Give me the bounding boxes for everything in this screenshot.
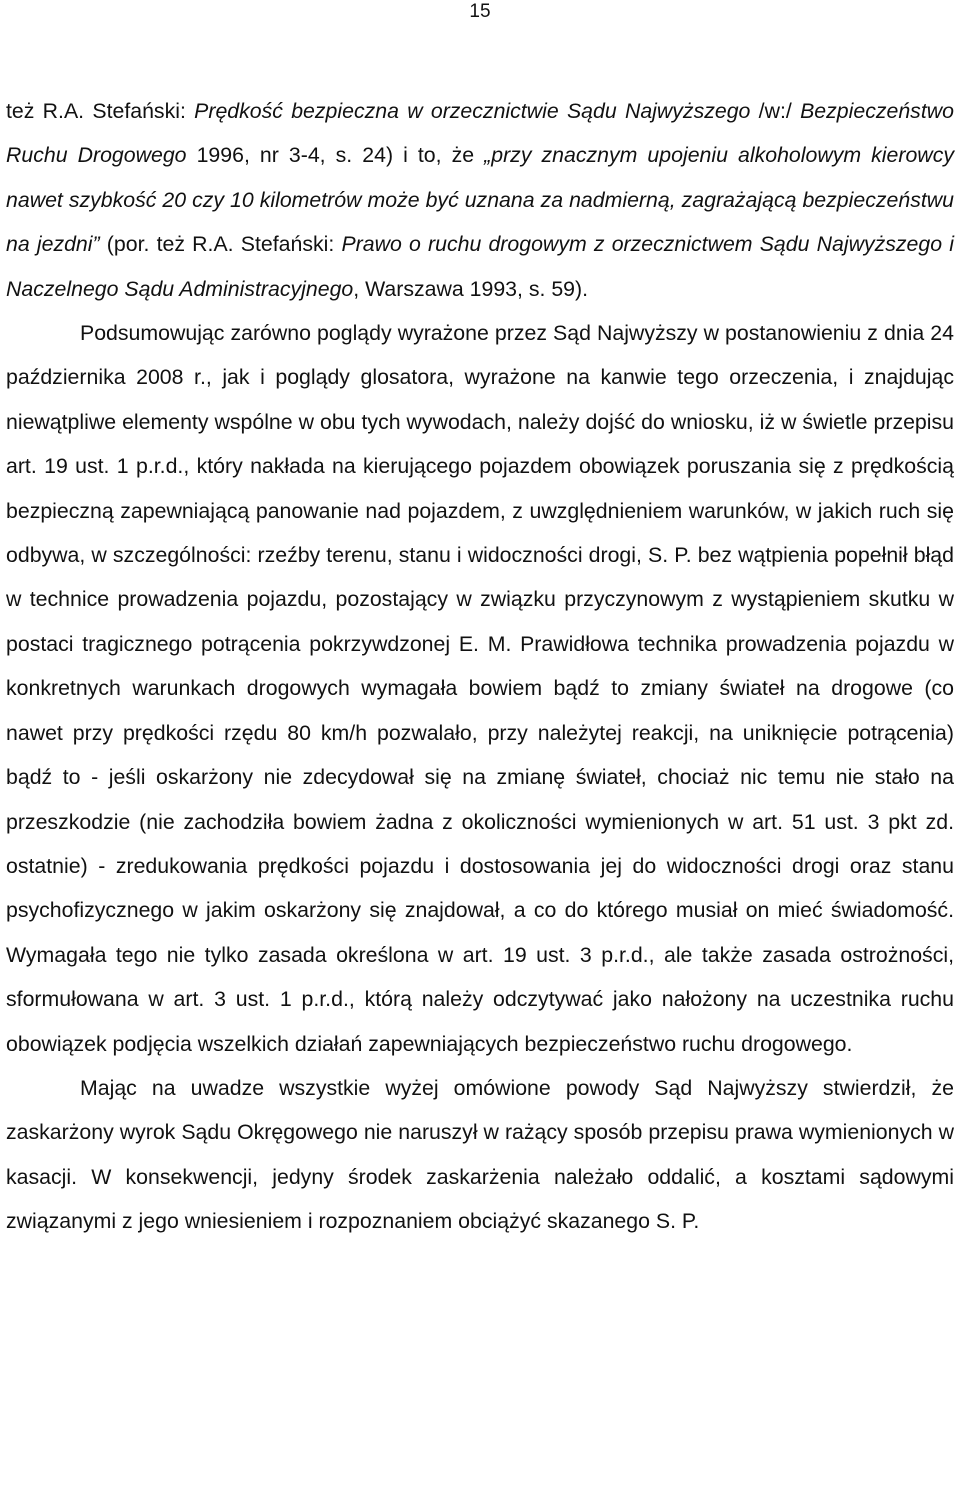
text-run: /w:/ — [758, 99, 801, 123]
text-run: też R.A. Stefański: — [6, 99, 195, 123]
text-run: Mając na uwadze wszystkie wyżej omówione powody Sąd Najwyższy stwierdził, że zaskarżony wyrok Sądu Okręgowego nie naruszył w rażący sposób przepisu prawa wymienionych w kasacji. W konsekwencji, jedyny środek zaskarżenia należało oddalić, a kosztami sądowymi związanymi z jego wniesieniem i rozpoznaniem obciążyć skazanego S. P. — [6, 1075, 954, 1234]
document-body — [6, 89, 954, 1244]
text-run: , Warszawa 1993, s. 59). — [353, 276, 589, 301]
text-run: Podsumowując zarówno poglądy wyrażone przez Sąd Najwyższy w postanowieniu z dnia 24 października 2008 r., jak i poglądy glosatora, wyrażone na kanwie tego orzeczenia, i znajdując niewątpliwe elementy wspólne w obu tych wywodach, należy dojść do wniosku, iż w świetle przepisu art. 19 ust. 1 p.r.d., który nakłada na kierującego pojazdem obowiązek poruszania się z prędkością bezpieczną zapewniającą panowanie nad pojazdem, z uwzględnieniem warunków, w jakich ruch się odbywa, w szczególności: rzeźby terenu, stanu i widoczności drogi, S. P. bez wątpienia popełnił błąd w technice prowadzenia pojazdu, pozostający w związku przyczynowym z wystąpieniem skutku w postaci tragicznego potrącenia pokrzywdzonej E. M. Prawidłowa technika prowadzenia pojazdu w konkretnych warunkach drogowych wymagała bowiem bądź to zmiany świateł na drogowe (co nawet przy prędkości rzędu 80 km/h pozwalało, przy należytej reakcji, na uniknięcie potrącenia) bądź to - jeśli oskarżony nie zdecydował się na zmianę świateł, chociaż nic temu nie stało na przeszkodzie (nie zachodziła bowiem żadna z okoliczności wymienionych w art. 51 ust. 3 pkt zd. ostatnie) - zredukowania prędkości pojazdu i dostosowania jej do widoczności drogi oraz stanu psychofizycznego w jakim oskarżony się znajdował, a co do którego musiał on mieć świadomość. Wymagała tego nie tylko zasada określona w art. 19 ust. 3 p.r.d., ale także zasada ostrożności, sformułowana w art. 3 ust. 1 p.r.d., którą należy odczytywać jako nałożony na uczestnika ruchu obowiązek podjęcia wszelkich działań zapewniających bezpieczeństwo ruchu drogowego. — [6, 321, 954, 1056]
paragraph-summary — [6, 311, 954, 1066]
text-run-italic: Bezpieczeństwo Ruchu Drogowego — [6, 99, 954, 168]
text-run-italic: „przy znacznym upojeniu alkoholowym kierowcy nawet szybkość 20 czy 10 kilometrów może być uznana za nadmierną, zagrażającą bezpieczeństwu na jezdni” — [6, 143, 954, 257]
text-run-italic: Prędkość bezpieczna w orzecznictwie Sądu Najwyższego — [194, 99, 759, 123]
text-run: (por. też R.A. Stefański: — [99, 232, 342, 257]
page-number: 15 — [469, 1, 491, 22]
text-run-italic: Prawo o ruchu drogowym z orzecznictwem Sądu Najwyższego i Naczelnego Sądu Administracyjnego — [6, 232, 954, 301]
paragraph-conclusion — [6, 1066, 954, 1244]
text-run: 1996, nr 3-4, s. 24) i to, że — [186, 143, 485, 168]
paragraph-citation-continuation — [6, 89, 954, 311]
